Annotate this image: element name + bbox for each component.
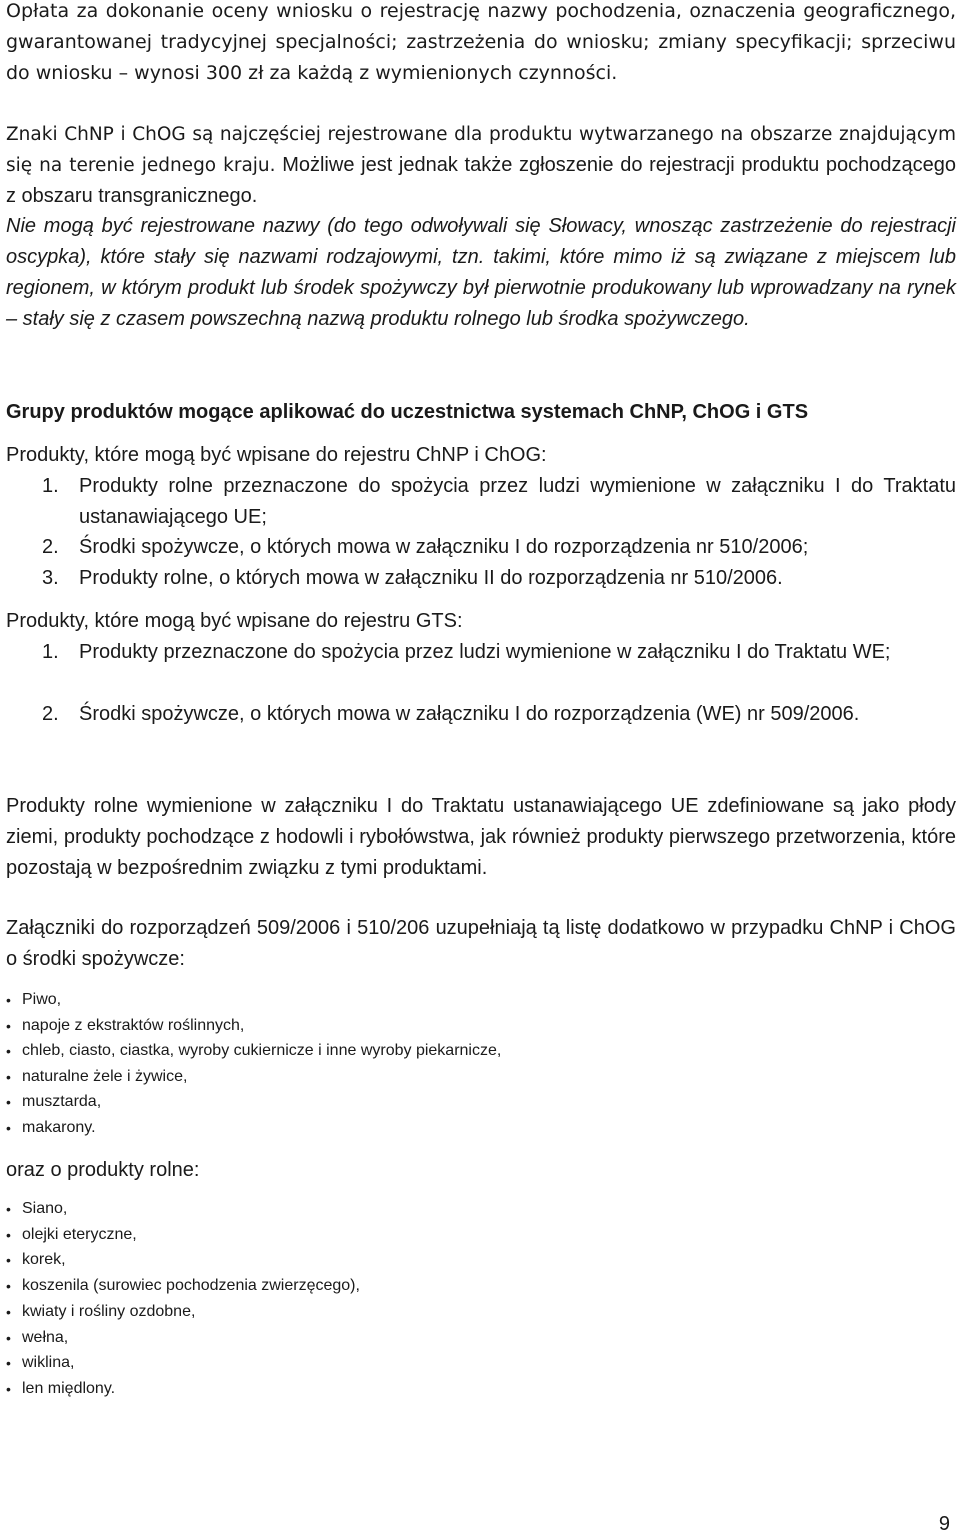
bullet-icon: • bbox=[6, 1303, 11, 1320]
rolne-list-item bbox=[6, 1198, 67, 1220]
list-item-text: Siano, bbox=[22, 1200, 68, 1217]
rolne-list-item bbox=[6, 1301, 195, 1323]
bullet-icon: • bbox=[6, 1380, 11, 1397]
list-item-text: wełna, bbox=[22, 1328, 69, 1346]
list-item-text: Środki spożywcze, o których mowa w załączniku I do rozporządzenia nr 510/2006; bbox=[79, 536, 809, 558]
list-item-text: Produkty przeznaczone do spożycia przez ludzi wymienione w załączniku I do Traktatu WE; bbox=[79, 641, 891, 663]
bullet-icon: • bbox=[6, 1226, 11, 1243]
rolne-list-item bbox=[6, 1327, 68, 1349]
chnp-list-item-1 bbox=[6, 471, 956, 533]
generic-names-paragraph: Nie mogą być rejestrowane nazwy (do tego odwoływali się Słowacy, wnosząc zastrzeżenie do rejestracji oscypka), które stały się nazwami rodzajowymi, tzn. takimi, które mimo iż są związane z miejscem lub regionem, w którym produkt lub środek spożywczy był pierwotnie produkowany lub wprowadzany na rynek – stały się z czasem powszechną nazwą produktu rolnego lub środka spożywczego. bbox=[6, 215, 956, 330]
bullet-icon: • bbox=[6, 1252, 11, 1269]
bullet-icon: • bbox=[6, 1201, 11, 1217]
rolne-list-item bbox=[6, 1224, 137, 1246]
rolne-label: oraz o produkty rolne: bbox=[6, 1159, 200, 1181]
list-item-text: olejki eteryczne, bbox=[22, 1225, 137, 1243]
gts-list-item-1 bbox=[6, 637, 956, 668]
list-item-text: korek, bbox=[22, 1251, 66, 1269]
list-item-text: Środki spożywcze, o których mowa w załączniku I do rozporządzenia (WE) nr 509/2006. bbox=[79, 703, 860, 725]
list-number: 1. bbox=[42, 641, 59, 663]
marks-paragraph bbox=[6, 119, 956, 212]
bullet-icon: • bbox=[6, 1355, 11, 1372]
food-list-item bbox=[6, 1066, 187, 1088]
list-item-text: Produkty rolne, o których mowa w załączniku II do rozporządzenia nr 510/2006. bbox=[79, 567, 783, 589]
list-item-text: napoje z ekstraktów roślinnych, bbox=[22, 1016, 245, 1034]
list-item-text: musztarda, bbox=[22, 1093, 102, 1111]
list-number: 1. bbox=[42, 475, 59, 497]
bullet-icon: • bbox=[6, 1329, 11, 1346]
food-list-item bbox=[6, 1040, 501, 1062]
chnp-list-item-2 bbox=[6, 532, 956, 563]
list-item-text: chleb, ciasto, ciastka, wyroby cukiernicze i inne wyroby piekarnicze, bbox=[22, 1042, 502, 1060]
food-list-item bbox=[6, 989, 61, 1011]
rolne-list-item bbox=[6, 1249, 66, 1271]
bullet-icon: • bbox=[6, 1278, 11, 1295]
list-item-text: naturalne żele i żywice, bbox=[22, 1067, 188, 1085]
annexes-paragraph: Załączniki do rozporządzeń 509/2006 i 510/206 uzupełniają tą listę dodatkowo w przypadku ChNP i ChOG o środki spożywcze: bbox=[6, 917, 956, 970]
list-item-text: Produkty rolne przeznaczone do spożycia przez ludzi wymienione w załączniku I do Traktatu ustanawiającego UE; bbox=[79, 475, 956, 528]
gts-list-label: Produkty, które mogą być wpisane do rejestru GTS: bbox=[6, 610, 463, 632]
list-number: 3. bbox=[42, 567, 59, 589]
bullet-icon: • bbox=[6, 1120, 11, 1136]
rolne-list-item bbox=[6, 1352, 74, 1374]
list-number: 2. bbox=[42, 703, 59, 725]
list-item-text: kwiaty i rośliny ozdobne, bbox=[22, 1302, 196, 1320]
list-item-text: makarony. bbox=[22, 1119, 96, 1136]
list-item-text: Piwo, bbox=[22, 991, 62, 1008]
food-list-item bbox=[6, 1091, 101, 1113]
list-item-text: len międlony. bbox=[22, 1379, 116, 1397]
marks-text-b: Możliwe jest jednak także zgłoszenie do rejestracji produktu pochodzącego z obszaru transgranicznego. bbox=[6, 154, 956, 207]
definition-paragraph: Produkty rolne wymienione w załączniku I do Traktatu ustanawiającego UE zdefiniowane są jako płody ziemi, produkty pochodzące z hodowli i rybołówstwa, jak również produkty pierwszego przetworzenia, które pozostają w bezpośrednim związku z tymi produktami. bbox=[6, 795, 956, 879]
bullet-icon: • bbox=[6, 1094, 11, 1111]
bullet-icon: • bbox=[6, 1043, 11, 1060]
food-list-item bbox=[6, 1117, 96, 1139]
list-number: 2. bbox=[42, 536, 59, 558]
chnp-list-label: Produkty, które mogą być wpisane do rejestru ChNP i ChOG: bbox=[6, 444, 547, 466]
rolne-list-item bbox=[6, 1275, 360, 1297]
marks-text-a: Znaki ChNP i ChOG są najczęściej rejestrowane dla produktu wytwarzanego na obszarze znajdującym się na terenie jednego kraju. bbox=[6, 124, 956, 176]
bullet-icon: • bbox=[6, 992, 11, 1008]
list-item-text: koszenila (surowiec pochodzenia zwierzęcego), bbox=[22, 1277, 360, 1295]
rolne-list-item bbox=[6, 1378, 115, 1400]
bullet-icon: • bbox=[6, 1017, 11, 1034]
bullet-icon: • bbox=[6, 1068, 11, 1085]
chnp-list-item-3 bbox=[6, 563, 956, 594]
gts-list-item-2 bbox=[6, 699, 956, 730]
list-item-text: wiklina, bbox=[22, 1354, 75, 1372]
section-heading: Grupy produktów mogące aplikować do uczestnictwa systemach ChNP, ChOG i GTS bbox=[6, 401, 809, 423]
food-list-item bbox=[6, 1015, 244, 1037]
page-number: 9 bbox=[938, 1513, 950, 1535]
fee-paragraph: Opłata za dokonanie oceny wniosku o rejestrację nazwy pochodzenia, oznaczenia geograficznego, gwarantowanej tradycyjnej specjalności; zastrzeżenia do wniosku; zmiany specyfikacji; sprzeciwu do wniosku – wynosi 300 zł za każdą z wymienionych czynności. bbox=[6, 0, 956, 84]
